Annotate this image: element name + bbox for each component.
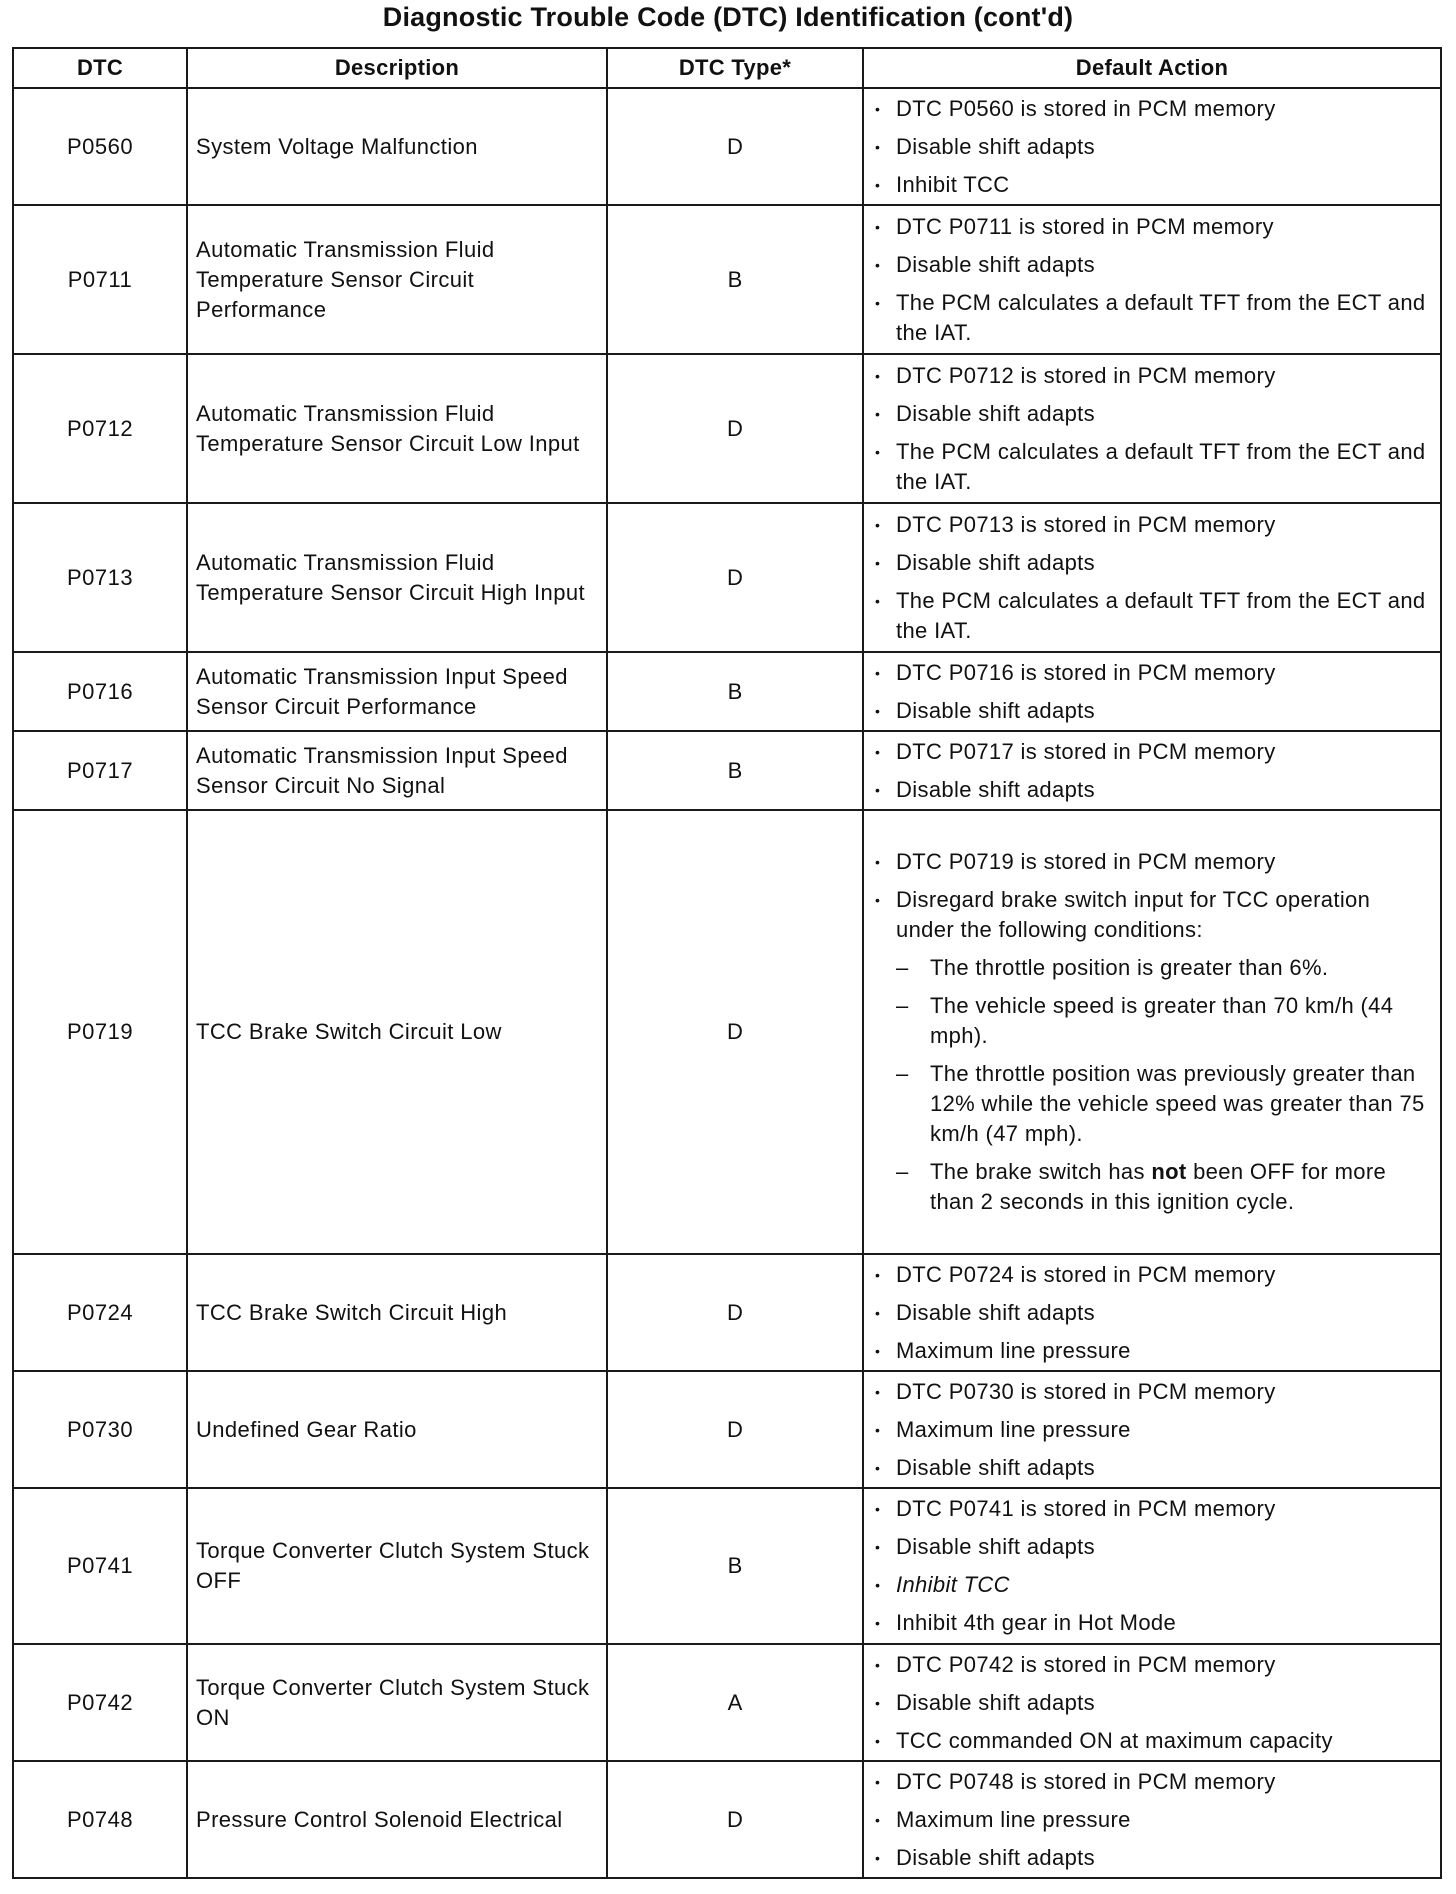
dtc-table — [12, 47, 1442, 1879]
action-item: • Maximum line pressure — [896, 1336, 1434, 1366]
dtc-code: P0748 — [13, 1761, 187, 1878]
default-action — [863, 731, 1441, 810]
dtc-code: P0712 — [13, 354, 187, 503]
table-row — [13, 810, 1441, 1254]
action-item: • DTC P0742 is stored in PCM memory — [896, 1650, 1434, 1680]
dtc-type: D — [607, 1254, 863, 1371]
table-row — [13, 1761, 1441, 1878]
sub-action-item: – The throttle position was previously greater than 12% while the vehicle speed was greater than 75 km/h (47 mph). — [930, 1059, 1434, 1149]
header-dtc-type: DTC Type* — [607, 48, 863, 88]
table-row — [13, 1644, 1441, 1761]
action-item: • DTC P0724 is stored in PCM memory — [896, 1260, 1434, 1290]
action-item — [896, 885, 1434, 1217]
action-item: • DTC P0748 is stored in PCM memory — [896, 1767, 1434, 1797]
table-row — [13, 1371, 1441, 1488]
header-description: Description — [187, 48, 607, 88]
dtc-type: D — [607, 503, 863, 652]
action-item: • Maximum line pressure — [896, 1805, 1434, 1835]
header-dtc: DTC — [13, 48, 187, 88]
action-item: • Inhibit 4th gear in Hot Mode — [896, 1608, 1434, 1638]
action-item: • Disable shift adapts — [896, 132, 1434, 162]
default-action — [863, 503, 1441, 652]
action-item: • DTC P0719 is stored in PCM memory — [896, 847, 1434, 877]
table-row — [13, 88, 1441, 205]
action-item: • DTC P0716 is stored in PCM memory — [896, 658, 1434, 688]
action-item: • The PCM calculates a default TFT from the ECT and the IAT. — [896, 586, 1434, 646]
sub-action-text: The brake switch has — [930, 1159, 1152, 1184]
dtc-description: Automatic Transmission Fluid Temperature Sensor Circuit High Input — [187, 503, 607, 652]
table-row — [13, 354, 1441, 503]
dtc-description: Automatic Transmission Input Speed Sensor Circuit No Signal — [187, 731, 607, 810]
action-item: • The PCM calculates a default TFT from the ECT and the IAT. — [896, 437, 1434, 497]
table-row — [13, 503, 1441, 652]
header-row — [13, 48, 1441, 88]
dtc-code: P0717 — [13, 731, 187, 810]
default-action — [863, 1488, 1441, 1644]
action-item: • Disable shift adapts — [896, 250, 1434, 280]
dtc-description: Torque Converter Clutch System Stuck ON — [187, 1644, 607, 1761]
action-item: • DTC P0717 is stored in PCM memory — [896, 737, 1434, 767]
table-row — [13, 652, 1441, 731]
action-item: • DTC P0713 is stored in PCM memory — [896, 510, 1434, 540]
default-action — [863, 205, 1441, 354]
dtc-code: P0711 — [13, 205, 187, 354]
default-action — [863, 1254, 1441, 1371]
action-item: • Inhibit TCC — [896, 1570, 1434, 1600]
dtc-code: P0724 — [13, 1254, 187, 1371]
table-row — [13, 205, 1441, 354]
dtc-code: P0560 — [13, 88, 187, 205]
dtc-code: P0741 — [13, 1488, 187, 1644]
action-item: • Disable shift adapts — [896, 775, 1434, 805]
action-item: • DTC P0712 is stored in PCM memory — [896, 361, 1434, 391]
default-action — [863, 88, 1441, 205]
action-item: • Disable shift adapts — [896, 1453, 1434, 1483]
dtc-description: System Voltage Malfunction — [187, 88, 607, 205]
sub-action-item: – The vehicle speed is greater than 70 km/h (44 mph). — [930, 991, 1434, 1051]
action-item: • The PCM calculates a default TFT from the ECT and the IAT. — [896, 288, 1434, 348]
action-item: • Disable shift adapts — [896, 399, 1434, 429]
dtc-type: D — [607, 88, 863, 205]
dtc-description: Pressure Control Solenoid Electrical — [187, 1761, 607, 1878]
action-item: • DTC P0741 is stored in PCM memory — [896, 1494, 1434, 1524]
dtc-description: Undefined Gear Ratio — [187, 1371, 607, 1488]
dtc-type: B — [607, 731, 863, 810]
emphasis-not: not — [1151, 1159, 1187, 1184]
action-item: • Disable shift adapts — [896, 1532, 1434, 1562]
action-item: • Disable shift adapts — [896, 1298, 1434, 1328]
page-title: Diagnostic Trouble Code (DTC) Identification (cont'd) — [382, 2, 1074, 32]
default-action — [863, 1644, 1441, 1761]
action-item: • DTC P0560 is stored in PCM memory — [896, 94, 1434, 124]
table-row — [13, 731, 1441, 810]
action-item: • Disable shift adapts — [896, 1843, 1434, 1873]
table-row — [13, 1488, 1441, 1644]
dtc-type: D — [607, 354, 863, 503]
action-item: • TCC commanded ON at maximum capacity — [896, 1726, 1434, 1756]
default-action — [863, 354, 1441, 503]
dtc-code: P0713 — [13, 503, 187, 652]
dtc-type: D — [607, 810, 863, 1254]
default-action — [863, 652, 1441, 731]
action-item: • Disable shift adapts — [896, 548, 1434, 578]
sub-action-item: – The throttle position is greater than 6%. — [930, 953, 1434, 983]
dtc-description: TCC Brake Switch Circuit High — [187, 1254, 607, 1371]
dtc-code: P0742 — [13, 1644, 187, 1761]
dtc-description: Automatic Transmission Fluid Temperature Sensor Circuit Low Input — [187, 354, 607, 503]
header-default-action: Default Action — [863, 48, 1441, 88]
default-action — [863, 810, 1441, 1254]
dtc-code: P0719 — [13, 810, 187, 1254]
sub-action-text: been OFF for more than 2 seconds in this ignition cycle. — [930, 1159, 1387, 1214]
action-item: • Disable shift adapts — [896, 696, 1434, 726]
dtc-description: Automatic Transmission Fluid Temperature Sensor Circuit Performance — [187, 205, 607, 354]
dtc-type: B — [607, 652, 863, 731]
action-item: • DTC P0711 is stored in PCM memory — [896, 212, 1434, 242]
default-action — [863, 1371, 1441, 1488]
dtc-code: P0730 — [13, 1371, 187, 1488]
table-row — [13, 1254, 1441, 1371]
dtc-type: B — [607, 205, 863, 354]
dtc-code: P0716 — [13, 652, 187, 731]
sub-action-item — [930, 1157, 1434, 1217]
dtc-type: D — [607, 1371, 863, 1488]
default-action — [863, 1761, 1441, 1878]
dtc-type: A — [607, 1644, 863, 1761]
dtc-description: TCC Brake Switch Circuit Low — [187, 810, 607, 1254]
action-item-text: Disregard brake switch input for TCC operation under the following conditions: — [896, 887, 1371, 942]
action-item: • Disable shift adapts — [896, 1688, 1434, 1718]
action-item: • Inhibit TCC — [896, 170, 1434, 200]
dtc-type: D — [607, 1761, 863, 1878]
action-item: • Maximum line pressure — [896, 1415, 1434, 1445]
dtc-type: B — [607, 1488, 863, 1644]
dtc-description: Torque Converter Clutch System Stuck OFF — [187, 1488, 607, 1644]
action-item: • DTC P0730 is stored in PCM memory — [896, 1377, 1434, 1407]
dtc-description: Automatic Transmission Input Speed Sensor Circuit Performance — [187, 652, 607, 731]
